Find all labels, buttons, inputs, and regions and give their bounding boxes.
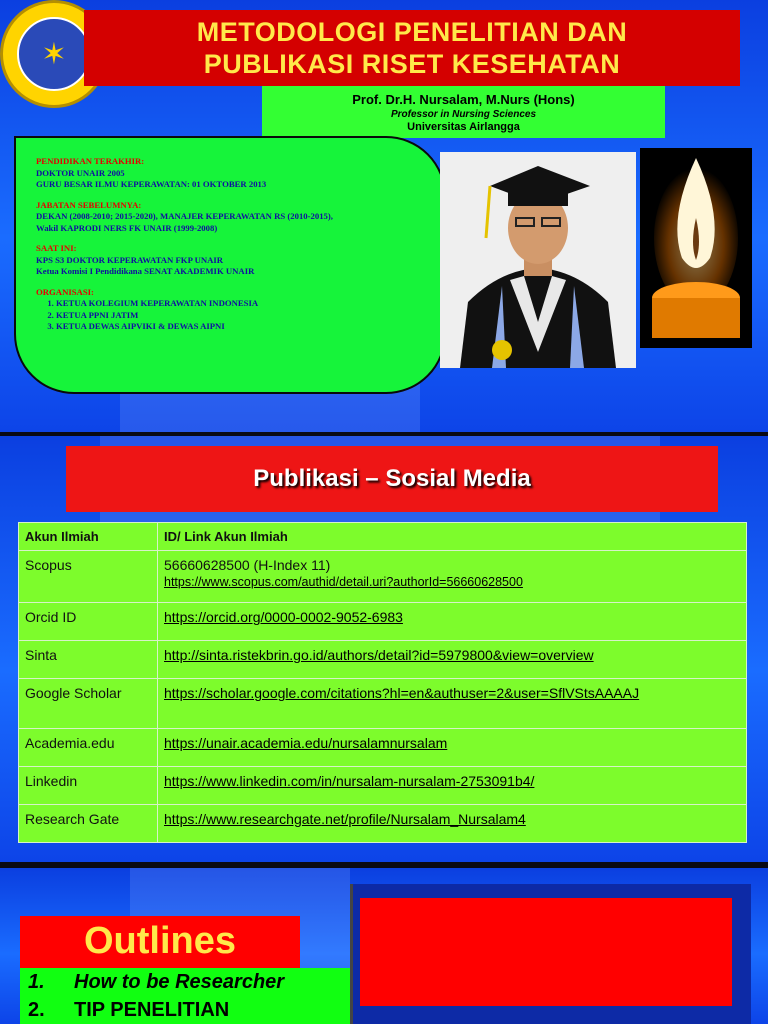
current-heading: SAAT INI: (36, 243, 77, 253)
table-header-row (19, 523, 747, 551)
previous-line: DEKAN (2008-2010; 2015-2020), MANAJER KEPERAWATAN RS (2010-2015), (36, 211, 333, 221)
researchgate-link[interactable]: https://www.researchgate.net/profile/Nursalam_Nursalam4 (164, 811, 526, 827)
scopus-id: 56660628500 (H-Index 11) (164, 557, 331, 573)
scopus-link[interactable]: https://www.scopus.com/authid/detail.uri?authorId=56660628500 (164, 575, 523, 589)
author-affiliation: Universitas Airlangga (407, 121, 520, 133)
account-name: Research Gate (19, 805, 158, 843)
account-name: Scopus (19, 551, 158, 603)
current-line: Ketua Komisi I Pendidikana SENAT AKADEMIK UNAIR (36, 266, 255, 276)
previous-heading: JABATAN SEBELUMNYA: (36, 199, 142, 210)
slide-outlines (0, 868, 768, 1024)
garuda-icon: ✶ (17, 17, 91, 91)
candle-flame-icon (640, 148, 752, 348)
author-box (262, 86, 665, 138)
education-heading: PENDIDIKAN TERAKHIR: (36, 156, 145, 166)
org-item: 3. KETUA DEWAS AIPVIKI & DEWAS AIPNI (56, 321, 432, 333)
education-line: GURU BESAR ILMU KEPERAWATAN: 01 OKTOBER 2013 (36, 179, 267, 189)
account-name: Linkedin (19, 767, 158, 805)
account-name: Sinta (19, 641, 158, 679)
author-photo (440, 152, 636, 368)
account-link-cell (158, 679, 747, 729)
red-banner (360, 898, 732, 1006)
header-link: ID/ Link Akun Ilmiah (158, 523, 747, 551)
account-link-cell (158, 805, 747, 843)
linkedin-link[interactable]: https://www.linkedin.com/in/nursalam-nursalam-2753091b4/ (164, 773, 535, 789)
current-line: KPS S3 DOKTOR KEPERAWATAN FKP UNAIR (36, 254, 224, 265)
academia-link[interactable]: https://unair.academia.edu/nursalamnursalam (164, 735, 448, 751)
table-row (19, 679, 747, 729)
outline-text: TIP PENELITIAN (74, 998, 230, 1021)
slide-publications (0, 436, 768, 862)
author-name: Prof. Dr.H. Nursalam, M.Nurs (Hons) (352, 92, 575, 107)
title-line-2: PUBLIKASI RISET KESEHATAN (203, 49, 621, 79)
account-name: Orcid ID (19, 603, 158, 641)
outline-item (20, 996, 350, 1024)
header-account: Akun Ilmiah (19, 523, 158, 551)
sinta-link[interactable]: http://sinta.ristekbrin.go.id/authors/detail?id=5979800&view=overview (164, 647, 594, 663)
account-link-cell (158, 767, 747, 805)
outline-text: How to be Researcher (74, 970, 285, 993)
orcid-link[interactable]: https://orcid.org/0000-0002-9052-6983 (164, 609, 403, 625)
slide-profile (0, 0, 768, 432)
cv-box (14, 136, 446, 394)
account-link-cell (158, 603, 747, 641)
table-row (19, 641, 747, 679)
education-line: DOKTOR UNAIR 2005 (36, 167, 125, 178)
org-heading: ORGANISASI: (36, 286, 94, 297)
table-row (19, 603, 747, 641)
google-scholar-link[interactable]: https://scholar.google.com/citations?hl=en&authuser=2&user=SflVStsAAAAJ (164, 685, 640, 701)
account-link-cell (158, 729, 747, 767)
graduate-portrait-icon (440, 152, 636, 368)
table-row (19, 805, 747, 843)
outlines-title: Outlines (20, 916, 300, 968)
publications-title: Publikasi – Sosial Media (66, 446, 718, 512)
title-line-1: METODOLOGI PENELITIAN DAN (196, 17, 628, 47)
org-list (36, 298, 432, 333)
author-role: Professor in Nursing Sciences (390, 109, 537, 120)
org-item: 1. KETUA KOLEGIUM KEPERAWATAN INDONESIA (56, 298, 432, 310)
table-row (19, 767, 747, 805)
candle-image (640, 148, 752, 348)
outline-number: 1. (28, 970, 45, 993)
org-item: 2. KETUA PPNI JATIM (56, 310, 432, 322)
account-link-cell (158, 551, 747, 603)
slide-title (84, 10, 740, 86)
accounts-table (18, 522, 747, 843)
table-row (19, 729, 747, 767)
outline-number: 2. (28, 998, 45, 1021)
outline-list (20, 968, 350, 1024)
previous-line: Wakil KAPRODI NERS FK UNAIR (1999-2008) (36, 222, 218, 233)
table-row (19, 551, 747, 603)
account-name: Academia.edu (19, 729, 158, 767)
account-name: Google Scholar (19, 679, 158, 729)
account-link-cell (158, 641, 747, 679)
outline-item (20, 968, 350, 996)
